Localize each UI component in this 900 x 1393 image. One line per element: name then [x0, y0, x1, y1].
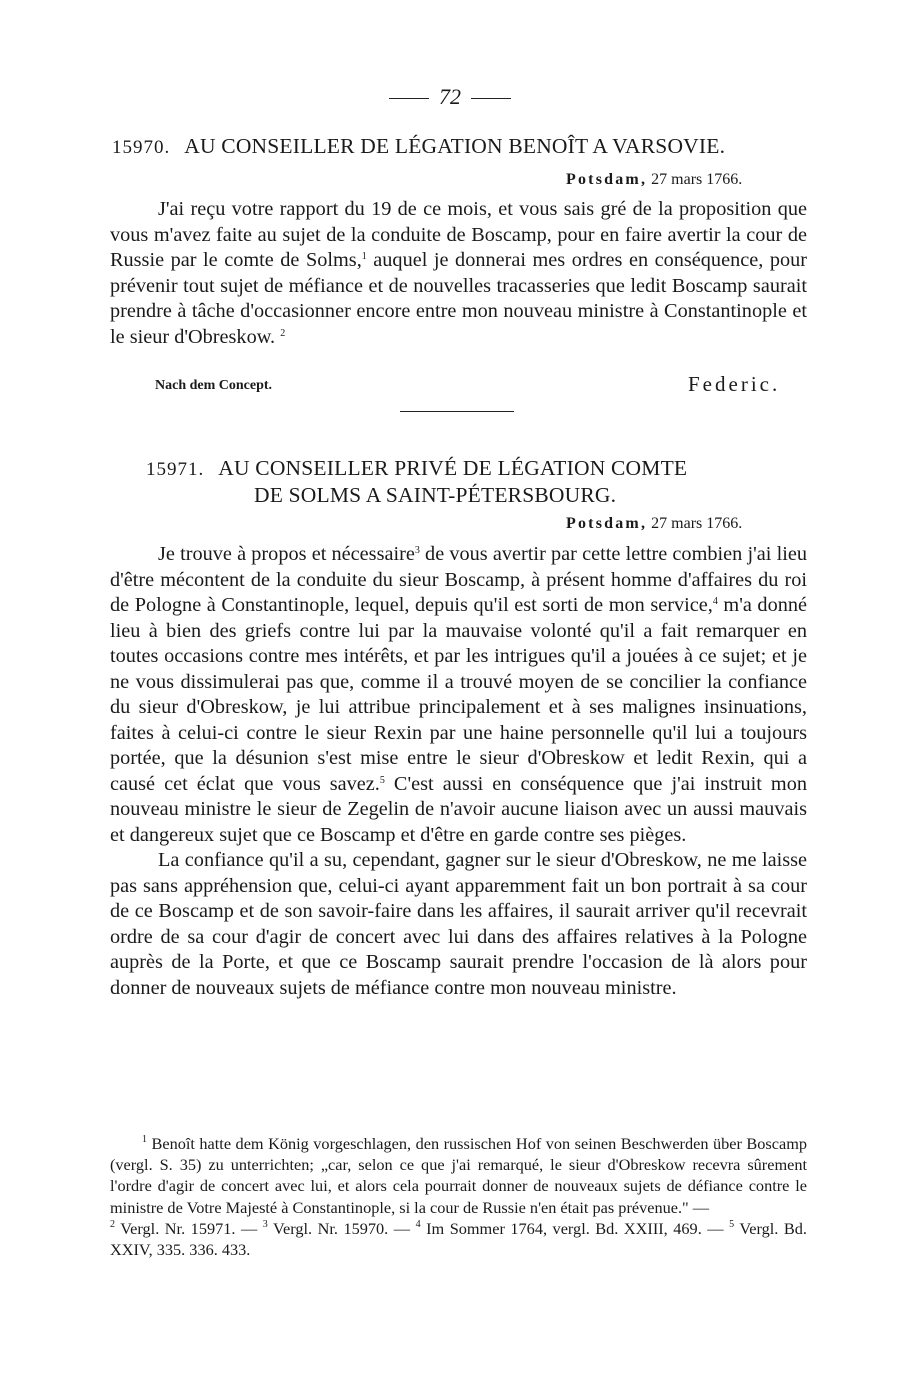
- footnote-ref-3[interactable]: 3: [414, 545, 420, 556]
- page-number: [0, 84, 900, 110]
- letter-1-paragraph: [110, 197, 807, 350]
- footnote-2-text: Vergl. Nr. 15971. —: [115, 1218, 263, 1238]
- letter-1-heading: [112, 134, 807, 159]
- footnote-block: [110, 1133, 807, 1260]
- footnote-1-text: Benoît hatte dem König vorgeschlagen, den russischen Hof von seinen Beschwerden über Boscamp (vergl. S. 35) zu unterrichten; „car, selon ce que j'ai remarqué, le sieur d'Obreskow recevra sûrement l'ordre d'agir de concert avec lui, et alors cela pourrait donner de nouveaux sujets de défiance contre le ministre de Votre Majesté à Constantinople, si la cour de Russie n'en était pas prévenue." —: [110, 1134, 807, 1217]
- footnote-ref-2[interactable]: 2: [280, 327, 286, 339]
- letter-2-text-b: de vous avertir par cette lettre combien j'ai lieu d'être mécontent de la conduite du sieur Boscamp, à présent homme d'affaires du roi de Pologne à Constantinople, lequel, depuis qu'il est sorti de mon service,: [110, 543, 807, 616]
- page-number-text: 72: [439, 84, 461, 109]
- footnote-1-mark: 1: [142, 1134, 147, 1145]
- footnote-3-mark: 3: [262, 1218, 268, 1230]
- letter-2-date: 27 mars 1766.: [651, 515, 743, 532]
- letter-2-text-d: C'est aussi en conséquence que j'ai instruit mon nouveau ministre le sieur de Zegelin de n'avoir aucune liaison avec un aussi mauvais et dangereux sujet que ce Boscamp et d'être en garde contre ses pièges.: [110, 772, 807, 846]
- footnote-3-text: Vergl. Nr. 15970. —: [267, 1218, 416, 1238]
- letter-1-signature: Federic.: [688, 372, 781, 396]
- footnote-4-mark: 4: [415, 1218, 421, 1230]
- letter-1-place: Potsdam,: [566, 171, 648, 188]
- letter-1-number: 15970.: [112, 137, 171, 158]
- letter-1-title: AU CONSEILLER DE LÉGATION BENOÎT A VARSOVIE.: [184, 134, 726, 158]
- letter-1-date: 27 mars 1766.: [651, 171, 743, 188]
- letter-2-paragraph-1: [110, 542, 807, 848]
- letter-2-dateline: [566, 515, 742, 533]
- letter-2-number: 15971.: [146, 459, 205, 480]
- letter-1-source: Nach dem Concept.: [155, 378, 273, 393]
- letter-2-paragraph-2: La confiance qu'il a su, cependant, gagner sur le sieur d'Obreskow, ne me laisse pas sans appréhension que, celui-ci ayant apparemment fait un bon portrait à sa cour de ce Boscamp et de son savoir-faire dans les affaires, il saurait arriver qu'il recevrait ordre de sa cour d'agir de concert avec lui dans des affaires relatives à la Pologne auprès de la Porte, et que ce Boscamp saurait prendre l'occasion de là alors pour donner de nouveaux sujets de méfiance contre mon nouveau ministre.: [110, 849, 807, 999]
- section-divider: [400, 411, 514, 412]
- letter-2-text-a: Je trouve à propos et nécessaire: [158, 543, 415, 565]
- footnotes: [110, 1133, 807, 1260]
- footnote-ref-1[interactable]: 1: [361, 251, 367, 262]
- page-number-dash-right: [471, 98, 511, 99]
- letter-2-place: Potsdam,: [566, 515, 648, 532]
- letter-1-text-a: J'ai reçu votre rapport du 19 de ce mois, et vous sais gré de la proposition que vous m'avez faite au sujet de la conduite de Boscamp, pour en faire avertir la cour de Russie par le comte de Solms,: [110, 198, 807, 271]
- letter-1-dateline: [566, 171, 742, 189]
- footnote-5-text: Vergl. Bd. XXIV, 335. 336. 433.: [110, 1218, 807, 1260]
- letter-2-body: [110, 542, 807, 1001]
- page-number-dash-left: [389, 98, 429, 99]
- letter-2-title-line2: DE SOLMS A SAINT-PÉTERSBOURG.: [254, 483, 617, 507]
- footnote-5-mark: 5: [729, 1218, 735, 1230]
- letter-2-text-c: m'a donné lieu à bien des griefs contre lui par la mauvaise volonté qu'il a fait remarquer en toutes occasions contre mes intérêts, et par les intrigues qu'il a jouées à ce sujet; et je ne vous dissimulerai pas que, comme il a trouvé moyen de se concilier la confiance du sieur d'Obreskow, je lui attribue principalement et à ses malignes insinuations, faites à celui-ci contre le sieur Rexin par une haine personnelle qu'il lui a toujours portée, que la désunion s'est mise entre le sieur d'Obreskow et ledit Rexin, qui a causé cet éclat que vous savez.: [110, 594, 807, 795]
- letter-1-text-b: auquel je donnerai mes ordres en conséquence, pour prévenir tout sujet de méfiance et de nouvelles tracasseries que ledit Boscamp saurait prendre à tâche d'occasionner encore entre mon nouveau ministre à Constantinople et le sieur d'Obreskow.: [110, 249, 807, 348]
- footnote-ref-4[interactable]: 4: [712, 596, 718, 607]
- letter-1-body: [110, 197, 807, 350]
- footnote-4-text: Im Sommer 1764, vergl. Bd. XXIII, 469. —: [420, 1218, 730, 1238]
- letter-2-heading: [146, 456, 786, 508]
- letter-2-title-line1: AU CONSEILLER PRIVÉ DE LÉGATION COMTE: [218, 456, 688, 480]
- footnote-2-mark: 2: [110, 1218, 115, 1230]
- footnote-ref-5[interactable]: 5: [379, 774, 385, 786]
